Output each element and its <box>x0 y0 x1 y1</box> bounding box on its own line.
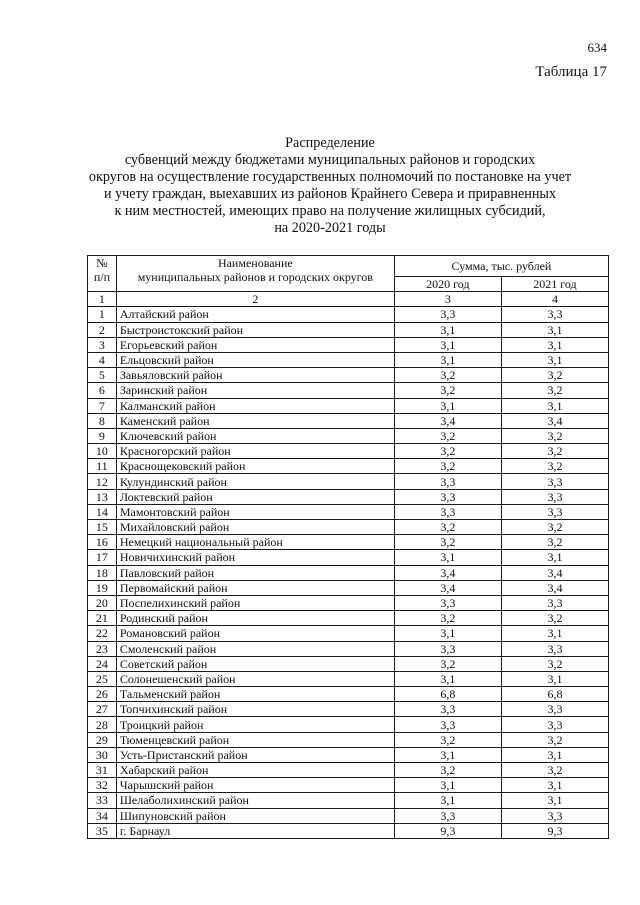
table-row <box>88 747 609 762</box>
heading-line: Распределение <box>285 135 375 151</box>
value-2021-cell: 3,3 <box>501 595 608 610</box>
value-2021-cell: 3,3 <box>501 474 608 489</box>
value-2020-cell: 3,4 <box>394 565 501 580</box>
value-2021-cell: 3,3 <box>501 489 608 504</box>
value-2021-cell: 3,3 <box>501 504 608 519</box>
row-number-cell: 22 <box>88 626 117 641</box>
district-name-cell: Красногорский район <box>116 444 394 459</box>
table-row <box>88 671 609 686</box>
value-2021-cell: 3,1 <box>501 398 608 413</box>
value-2020-cell: 3,4 <box>394 580 501 595</box>
value-2021-cell: 3,1 <box>501 747 608 762</box>
heading-line: к ним местностей, имеющих право на получение жилищных субсидий, <box>114 203 546 219</box>
row-number-cell: 25 <box>88 671 117 686</box>
district-name-cell: Быстроистокский район <box>116 322 394 337</box>
header-year-2020: 2020 год <box>394 277 501 292</box>
table-row <box>88 428 609 443</box>
row-number-cell: 21 <box>88 611 117 626</box>
table-label: Таблица 17 <box>535 64 607 80</box>
row-number-cell: 28 <box>88 717 117 732</box>
document-heading <box>60 135 600 237</box>
district-name-cell: Шипуновский район <box>116 808 394 823</box>
row-number-cell: 29 <box>88 732 117 747</box>
district-name-cell: Новичихинский район <box>116 550 394 565</box>
district-name-cell: Ельцовский район <box>116 352 394 367</box>
district-name-cell: Первомайский район <box>116 580 394 595</box>
district-name-cell: Алтайский район <box>116 307 394 322</box>
table-row <box>88 656 609 671</box>
row-number-cell: 15 <box>88 520 117 535</box>
row-number-cell: 33 <box>88 793 117 808</box>
table-row <box>88 763 609 778</box>
row-number-cell: 9 <box>88 428 117 443</box>
district-name-cell: Немецкий национальный район <box>116 535 394 550</box>
row-number-cell: 16 <box>88 535 117 550</box>
row-number-cell: 23 <box>88 641 117 656</box>
row-number-cell: 19 <box>88 580 117 595</box>
value-2020-cell: 3,4 <box>394 413 501 428</box>
table-row <box>88 504 609 519</box>
table-header <box>88 256 609 292</box>
table-row <box>88 550 609 565</box>
row-number-cell: 20 <box>88 595 117 610</box>
district-name-cell: Чарышский район <box>116 778 394 793</box>
value-2021-cell: 3,2 <box>501 520 608 535</box>
table-row <box>88 413 609 428</box>
value-2020-cell: 3,3 <box>394 641 501 656</box>
index-cell: 1 <box>88 292 117 307</box>
index-cell: 2 <box>116 292 394 307</box>
row-number-cell: 18 <box>88 565 117 580</box>
value-2020-cell: 3,2 <box>394 444 501 459</box>
district-name-cell: Солонешенский район <box>116 671 394 686</box>
value-2021-cell: 3,1 <box>501 793 608 808</box>
row-number-cell: 12 <box>88 474 117 489</box>
value-2021-cell: 3,2 <box>501 383 608 398</box>
value-2020-cell: 3,2 <box>394 520 501 535</box>
row-number-cell: 27 <box>88 702 117 717</box>
header-name <box>116 256 394 292</box>
table-row <box>88 626 609 641</box>
table-row <box>88 823 609 838</box>
district-name-cell: Каменский район <box>116 413 394 428</box>
header-name-line2: муниципальных районов и городских округов <box>137 270 373 284</box>
row-number-cell: 31 <box>88 763 117 778</box>
value-2021-cell: 3,1 <box>501 337 608 352</box>
table-row <box>88 322 609 337</box>
distribution-table <box>87 255 609 839</box>
district-name-cell: Романовский район <box>116 626 394 641</box>
district-name-cell: Родинский район <box>116 611 394 626</box>
table-row <box>88 565 609 580</box>
district-name-cell: Павловский район <box>116 565 394 580</box>
district-name-cell: Смоленский район <box>116 641 394 656</box>
table-row <box>88 444 609 459</box>
page-number: 634 <box>587 40 607 55</box>
table-row <box>88 474 609 489</box>
row-number-cell: 6 <box>88 383 117 398</box>
row-number-cell: 11 <box>88 459 117 474</box>
district-name-cell: Егорьевский район <box>116 337 394 352</box>
value-2021-cell: 3,3 <box>501 702 608 717</box>
row-number-cell: 3 <box>88 337 117 352</box>
value-2020-cell: 3,2 <box>394 656 501 671</box>
table-row <box>88 778 609 793</box>
row-number-cell: 1 <box>88 307 117 322</box>
value-2021-cell: 3,3 <box>501 717 608 732</box>
value-2021-cell: 3,2 <box>501 459 608 474</box>
value-2020-cell: 3,3 <box>394 717 501 732</box>
table-row <box>88 459 609 474</box>
row-number-cell: 26 <box>88 687 117 702</box>
table-row <box>88 702 609 717</box>
table-row <box>88 611 609 626</box>
value-2020-cell: 3,1 <box>394 550 501 565</box>
district-name-cell: Поспелихинский район <box>116 595 394 610</box>
row-number-cell: 10 <box>88 444 117 459</box>
table-row <box>88 595 609 610</box>
district-name-cell: Троицкий район <box>116 717 394 732</box>
table-row <box>88 641 609 656</box>
value-2020-cell: 3,2 <box>394 459 501 474</box>
district-name-cell: Ключевский район <box>116 428 394 443</box>
heading-line: субвенций между бюджетами муниципальных районов и городских <box>124 152 536 168</box>
heading-line: и учету граждан, выехавших из районов Крайнего Севера и приравненных <box>103 186 557 202</box>
table-row <box>88 808 609 823</box>
row-number-cell: 2 <box>88 322 117 337</box>
value-2020-cell: 3,1 <box>394 626 501 641</box>
row-number-cell: 5 <box>88 368 117 383</box>
value-2020-cell: 3,1 <box>394 337 501 352</box>
value-2021-cell: 3,1 <box>501 352 608 367</box>
value-2020-cell: 3,1 <box>394 322 501 337</box>
table-body <box>88 292 609 839</box>
value-2021-cell: 3,3 <box>501 641 608 656</box>
value-2020-cell: 3,2 <box>394 368 501 383</box>
table-row <box>88 352 609 367</box>
row-number-cell: 4 <box>88 352 117 367</box>
value-2021-cell: 3,1 <box>501 626 608 641</box>
table-row <box>88 383 609 398</box>
column-index-row <box>88 292 609 307</box>
district-name-cell: Краснощековский район <box>116 459 394 474</box>
value-2021-cell: 3,4 <box>501 565 608 580</box>
district-name-cell: Тюменцевский район <box>116 732 394 747</box>
header-num-line2: п/п <box>93 270 110 284</box>
value-2020-cell: 3,3 <box>394 702 501 717</box>
row-number-cell: 17 <box>88 550 117 565</box>
value-2020-cell: 3,1 <box>394 747 501 762</box>
district-name-cell: Локтевский район <box>116 489 394 504</box>
district-name-cell: Мамонтовский район <box>116 504 394 519</box>
value-2020-cell: 3,3 <box>394 595 501 610</box>
table-row <box>88 368 609 383</box>
header-num-line1: № <box>96 256 108 270</box>
value-2020-cell: 3,2 <box>394 428 501 443</box>
value-2021-cell: 3,2 <box>501 428 608 443</box>
row-number-cell: 8 <box>88 413 117 428</box>
value-2021-cell: 3,2 <box>501 732 608 747</box>
value-2020-cell: 3,3 <box>394 307 501 322</box>
heading-line: округов на осуществление государственных полномочий по постановке на учет <box>88 169 572 185</box>
table-row <box>88 717 609 732</box>
value-2020-cell: 3,1 <box>394 671 501 686</box>
table-row <box>88 307 609 322</box>
value-2021-cell: 3,1 <box>501 778 608 793</box>
district-name-cell: Тальменский район <box>116 687 394 702</box>
district-name-cell: Калманский район <box>116 398 394 413</box>
row-number-cell: 7 <box>88 398 117 413</box>
row-number-cell: 30 <box>88 747 117 762</box>
row-number-cell: 32 <box>88 778 117 793</box>
table-row <box>88 489 609 504</box>
value-2021-cell: 9,3 <box>501 823 608 838</box>
value-2021-cell: 3,2 <box>501 368 608 383</box>
value-2021-cell: 3,2 <box>501 611 608 626</box>
value-2020-cell: 3,1 <box>394 793 501 808</box>
row-number-cell: 34 <box>88 808 117 823</box>
value-2020-cell: 9,3 <box>394 823 501 838</box>
heading-line: на 2020-2021 годы <box>274 220 386 236</box>
table-row <box>88 580 609 595</box>
value-2021-cell: 3,2 <box>501 444 608 459</box>
value-2020-cell: 3,1 <box>394 778 501 793</box>
value-2021-cell: 3,3 <box>501 808 608 823</box>
value-2020-cell: 3,1 <box>394 352 501 367</box>
header-num <box>88 256 117 292</box>
table-row <box>88 793 609 808</box>
district-name-cell: г. Барнаул <box>116 823 394 838</box>
district-name-cell: Топчихинский район <box>116 702 394 717</box>
value-2020-cell: 3,2 <box>394 732 501 747</box>
index-cell: 4 <box>501 292 608 307</box>
table-row <box>88 687 609 702</box>
district-name-cell: Заринский район <box>116 383 394 398</box>
row-number-cell: 35 <box>88 823 117 838</box>
value-2020-cell: 3,3 <box>394 489 501 504</box>
value-2021-cell: 6,8 <box>501 687 608 702</box>
row-number-cell: 24 <box>88 656 117 671</box>
value-2021-cell: 3,2 <box>501 535 608 550</box>
value-2021-cell: 3,4 <box>501 413 608 428</box>
value-2020-cell: 6,8 <box>394 687 501 702</box>
district-name-cell: Кулундинский район <box>116 474 394 489</box>
table-row <box>88 398 609 413</box>
value-2021-cell: 3,4 <box>501 580 608 595</box>
district-name-cell: Усть-Пристанский район <box>116 747 394 762</box>
value-2021-cell: 3,1 <box>501 550 608 565</box>
value-2020-cell: 3,2 <box>394 611 501 626</box>
header-name-line1: Наименование <box>217 256 293 270</box>
value-2020-cell: 3,3 <box>394 808 501 823</box>
value-2020-cell: 3,3 <box>394 504 501 519</box>
district-name-cell: Шелаболихинский район <box>116 793 394 808</box>
row-number-cell: 14 <box>88 504 117 519</box>
value-2020-cell: 3,1 <box>394 398 501 413</box>
header-sum: Сумма, тыс. рублей <box>394 256 608 277</box>
table-row <box>88 520 609 535</box>
district-name-cell: Хабарский район <box>116 763 394 778</box>
value-2021-cell: 3,3 <box>501 307 608 322</box>
value-2020-cell: 3,2 <box>394 383 501 398</box>
value-2021-cell: 3,2 <box>501 656 608 671</box>
table-row <box>88 535 609 550</box>
value-2020-cell: 3,3 <box>394 474 501 489</box>
table-row <box>88 337 609 352</box>
index-cell: 3 <box>394 292 501 307</box>
value-2021-cell: 3,2 <box>501 763 608 778</box>
header-year-2021: 2021 год <box>501 277 608 292</box>
row-number-cell: 13 <box>88 489 117 504</box>
table-row <box>88 732 609 747</box>
value-2021-cell: 3,1 <box>501 671 608 686</box>
district-name-cell: Михайловский район <box>116 520 394 535</box>
value-2020-cell: 3,2 <box>394 763 501 778</box>
district-name-cell: Завьяловский район <box>116 368 394 383</box>
value-2020-cell: 3,2 <box>394 535 501 550</box>
value-2021-cell: 3,1 <box>501 322 608 337</box>
district-name-cell: Советский район <box>116 656 394 671</box>
